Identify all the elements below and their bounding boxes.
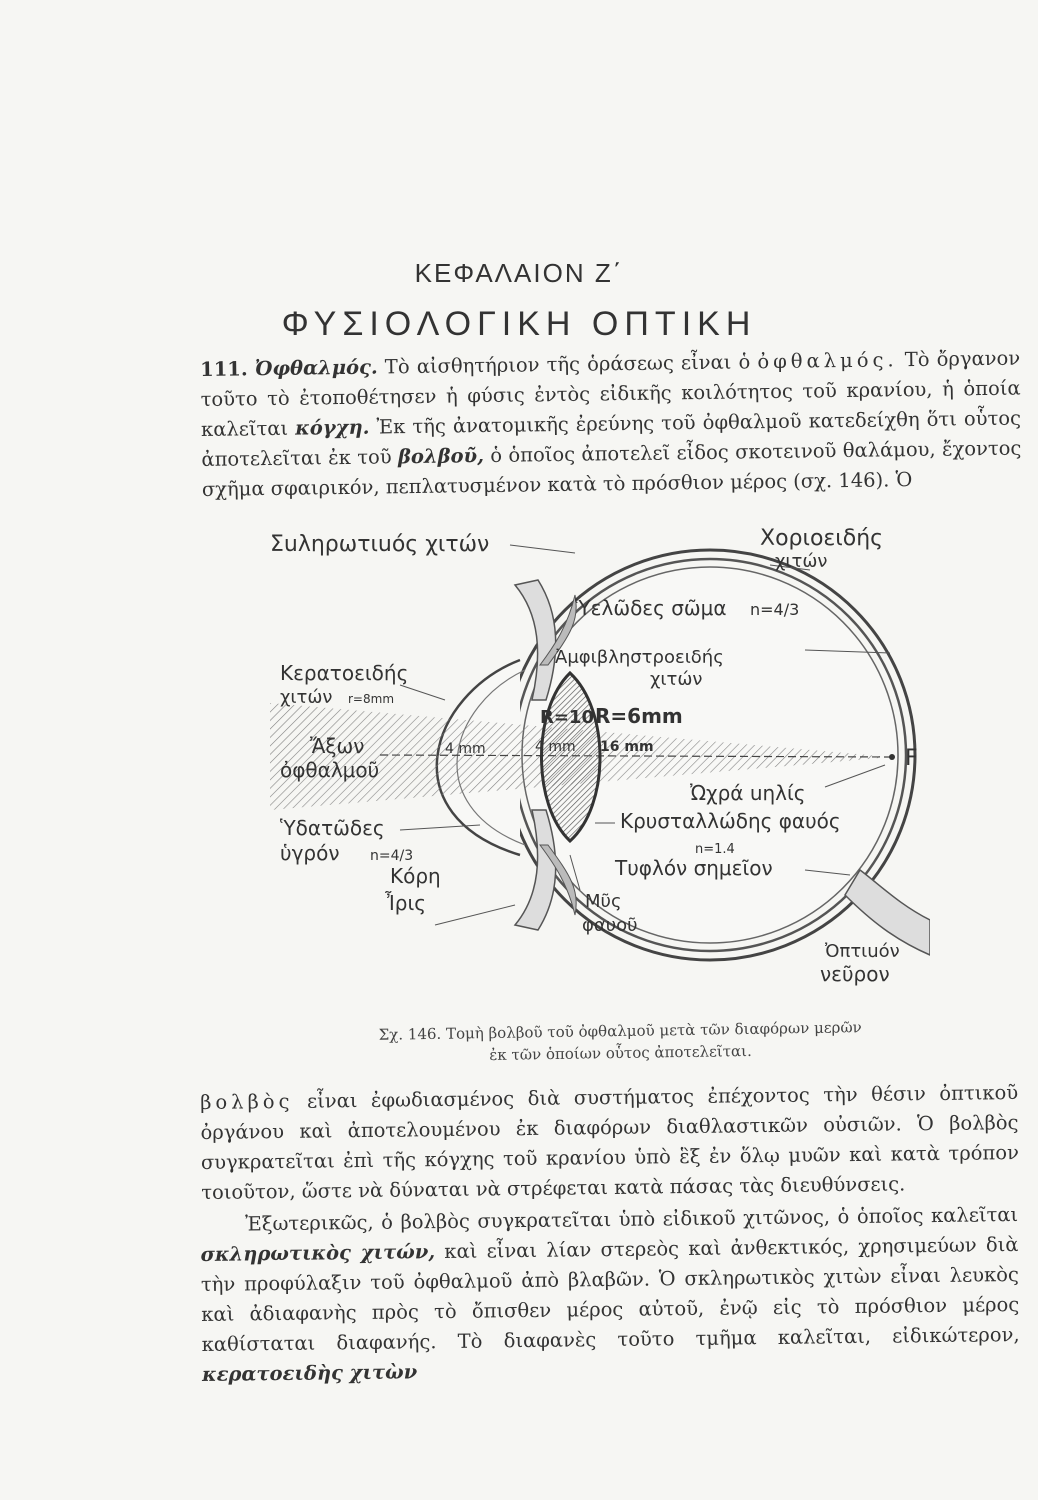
- label-nerve-1: Ὀπτιuόν: [825, 941, 900, 962]
- term-konchi: κόγχη.: [295, 415, 370, 440]
- section-title: Ὀφθαλμός.: [254, 355, 378, 381]
- label-cornea-r: r=8mm: [348, 692, 395, 706]
- term-volvos: βολβὸς: [200, 1089, 294, 1114]
- intro-text-a: Τὸ αἰσθητήριον τῆς ὁράσεως εἶναι ὁ: [377, 350, 758, 379]
- label-iris: Ἶρις: [385, 891, 426, 915]
- label-cornea-1: Κερατοειδής: [280, 661, 409, 685]
- label-pupil: Κόρη: [390, 864, 441, 888]
- body-paragraph-2: [200, 1200, 1020, 1390]
- leader-scleral: [510, 545, 575, 553]
- label-choroid-2: χιτών: [775, 551, 828, 572]
- label-aqueous-n: n=4/3: [370, 848, 414, 864]
- label-macula: Ὠχρά uηλίς: [690, 781, 806, 805]
- label-aqueous-2: ὑγρόν: [280, 841, 340, 865]
- label-vitreous: Ὑελῶδες σῶμα: [575, 596, 727, 620]
- label-cornea-2: χιτών: [280, 687, 333, 708]
- eye-diagram: [270, 525, 930, 1015]
- figure-caption: [300, 1015, 941, 1069]
- body-text-2b: καὶ εἶναι λίαν στερεὸς καὶ ἀνθεκτικός, χρησιμεύων διὰ τὴν προφύλαξιν τοῦ ὀφθαλμοῦ ἀπὸ βλαβῶν. Ὁ σκληρωτικὸς χιτὼν εἶναι λευκὸς καὶ ἀδιαφανὴς πρὸς τὸ ὄπισθεν μέρος αὐτοῦ, ἐνῷ εἰς τὸ πρόσθιον μέρος καθίσταται διαφανής. Τὸ διαφανὲς τοῦτο τμῆμα καλεῖται, εἰδικώτερον,: [200, 1233, 1020, 1356]
- eye-cross-section-figure: [270, 525, 930, 1015]
- leader-iris: [435, 905, 515, 925]
- label-dist-16: 16 mm: [600, 739, 654, 755]
- caption-line-1: Σχ. 146. Τομὴ βολβοῦ τοῦ ὀφθαλμοῦ μετὰ τῶν διαφόρων μερῶν: [378, 1018, 862, 1044]
- term-ofthalmos: ὀφθαλμός.: [757, 348, 898, 374]
- label-muscle-2: φαυοῦ: [582, 915, 638, 936]
- iris-upper: [515, 580, 556, 700]
- label-dist-4b: 4 mm: [535, 739, 576, 755]
- label-scleral: Σuληρωτιuός χιτών: [270, 532, 490, 557]
- label-blind-spot: Τυφλόν σημεῖον: [615, 856, 773, 880]
- label-nerve-2: νεῦρον: [820, 962, 890, 986]
- label-retina-1: Ἀμφιβληστροειδής: [555, 647, 724, 668]
- iris-lower: [515, 810, 556, 930]
- label-lens-n: n=1.4: [695, 842, 735, 857]
- label-axis-2: ὀφθαλμοῦ: [280, 758, 380, 782]
- intro-text-c: Ἐκ τῆς ἀνατομικῆς ἐρεύνης τοῦ ὀφθαλμοῦ κατεδείχθη ὅτι οὗτος ἀποτελεῖται ἐκ τοῦ: [201, 406, 1022, 471]
- term-volvou: βολβοῦ,: [397, 444, 485, 469]
- body-paragraph-1: [200, 1078, 1019, 1208]
- chapter-title: ΦΥΣΙΟΛΟΓΙΚΗ ΟΠΤΙΚΗ: [281, 305, 757, 343]
- label-choroid-1: Χοριοειδής: [760, 526, 884, 551]
- intro-text-b: Τὸ ὄργανον τοῦτο τὸ ἐτοποθέτησεν ἡ φύσις ἐντὸς εἰδικῆς κοιλότητος τοῦ κρανίου, ἡ ὁποία καλεῖται: [200, 346, 1021, 441]
- leader-cornea: [400, 685, 445, 700]
- section-number: 111.: [200, 357, 248, 381]
- label-aqueous-1: Ὑδατῶδες: [280, 816, 385, 840]
- label-axis-1: Ἄξων: [310, 734, 365, 758]
- label-r10: R=10: [540, 707, 594, 728]
- caption-line-2: ἐκ τῶν ὁποίων οὗτος ἀποτελεῖται.: [489, 1041, 752, 1065]
- body-text-2a: Ἐξωτερικῶς, ὁ βολβὸς συγκρατεῖται ὑπὸ εἰδικοῦ χιτῶνος, ὁ ὁποῖος καλεῖται: [245, 1203, 1019, 1236]
- intro-text-d: ὁ ὁποῖος ἀποτελεῖ εἶδος σκοτεινοῦ θαλάμου, ἔχοντος σχῆμα σφαιρικόν, πεπλατυσμένον κατὰ τὸ πρόσθιον μέρος (σχ. 146). Ὁ: [201, 436, 1022, 501]
- intro-paragraph: [200, 344, 1022, 505]
- term-cornea: κερατοειδὴς χιτὼν: [201, 1360, 418, 1386]
- label-retina-2: χιτών: [650, 669, 703, 690]
- label-vitreous-n: n=4/3: [750, 600, 800, 619]
- focal-point: [889, 754, 895, 760]
- label-focus: F: [905, 746, 918, 771]
- label-lens: Κρυσταλλώδης φαυός: [620, 809, 841, 833]
- label-r6: R=6mm: [595, 704, 683, 728]
- label-dist-4a: 4 mm: [445, 741, 486, 757]
- body-text-1: εἶναι ἐφωδιασμένος διὰ συστήματος ἐπέχοντος τὴν θέσιν ὀπτικοῦ ὀργάνου καὶ ἀποτελουμένου ἐκ διαφόρων διαθλαστικῶν οὐσιῶν. Ὁ βολβὸς συγκρατεῖται ἐπὶ τῆς κόγχης τοῦ κρανίου ὑπὸ ἓξ ἐν ὅλῳ μυῶν καὶ κατὰ τρόπον τοιοῦτον, ὥστε νὰ δύναται νὰ στρέφεται κατὰ πάσας τὰς διευθύνσεις.: [200, 1081, 1019, 1204]
- chapter-label: ΚΕΦΑΛΑΙΟΝ Ζ΄: [414, 258, 624, 288]
- term-scleral: σκληρωτικὸς χιτών,: [200, 1240, 436, 1266]
- label-muscle-1: Μῦς: [585, 891, 622, 912]
